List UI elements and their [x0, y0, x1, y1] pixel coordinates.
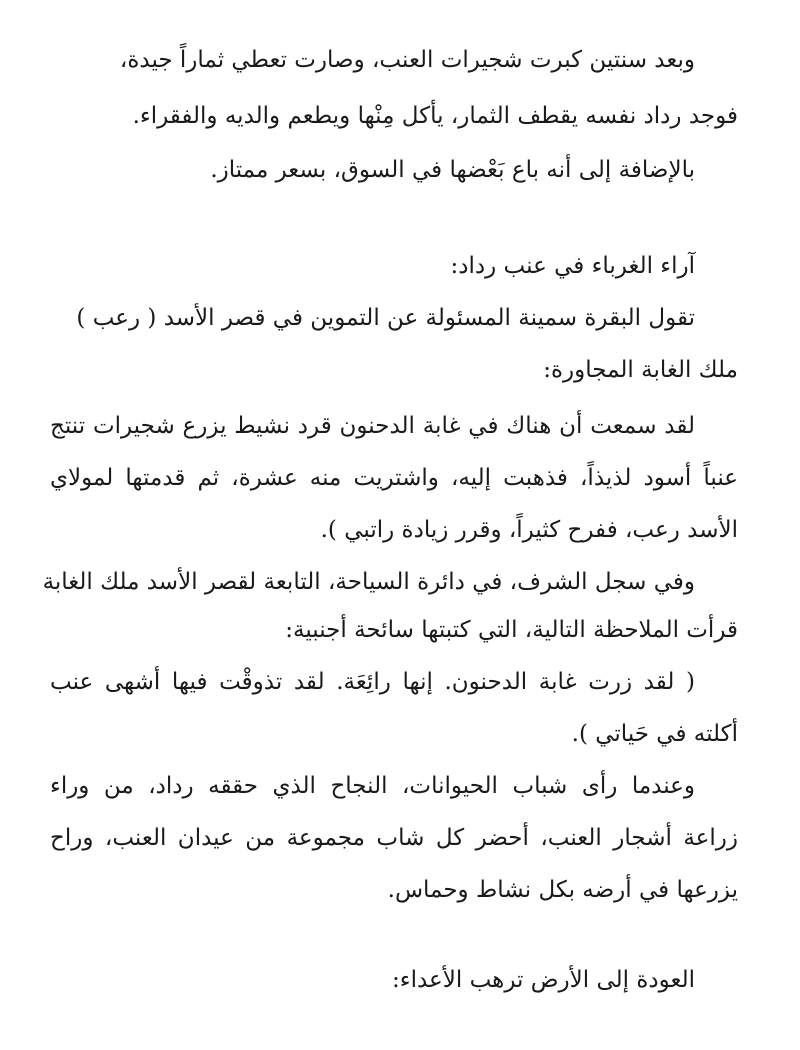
quote-line: أكلته في حَياتي ). — [571, 721, 738, 747]
paragraph-line: فوجد رداد نفسه يقطف الثمار، يأكل مِنْها ويطعم والديه والفقراء. — [132, 103, 738, 129]
paragraph-line: بالإضافة إلى أنه باع بَعْضها في السوق، بسعر ممتاز. — [210, 157, 695, 183]
quote-line: ( لقد زرت غابة الدحنون. إنها رائِعَة. لقد تذوقْت فيها أشهى عنب — [50, 669, 695, 695]
paragraph-line: ملك الغابة المجاورة: — [543, 357, 738, 383]
paragraph-line: يزرعها في أرضه بكل نشاط وحماس. — [387, 877, 738, 903]
paragraph-line: وفي سجل الشرف، في دائرة السياحة، التابعة لقصر الأسد ملك الغابة — [42, 569, 695, 595]
paragraph-line: عنباً أسود لذيذاً، فذهبت إليه، واشتريت منه عشرة، ثم قدمتها لمولاي — [50, 465, 738, 491]
paragraph-line: قرأت الملاحظة التالية، التي كتبتها سائحة أجنبية: — [285, 617, 738, 643]
paragraph-line: لقد سمعت أن هناك في غابة الدحنون قرد نشيط يزرع شجيرات تنتج — [50, 413, 695, 439]
section-heading: العودة إلى الأرض ترهب الأعداء: — [392, 967, 695, 993]
section-heading: آراء الغرباء في عنب رداد: — [450, 253, 695, 279]
paragraph-line: وعندما رأى شباب الحيوانات، النجاح الذي حققه رداد، من وراء — [50, 773, 695, 799]
paragraph-line: وبعد سنتين كبرت شجيرات العنب، وصارت تعطي ثماراً جيدة، — [119, 47, 695, 73]
paragraph-line: الأسد رعب، ففرح كثيراً، وقرر زيادة راتبي ). — [320, 517, 738, 543]
paragraph-line: زراعة أشجار العنب، أحضر كل شاب مجموعة من عيدان العنب، وراح — [50, 825, 738, 851]
paragraph-line: تقول البقرة سمينة المسئولة عن التموين في قصر الأسد ( رعب ) — [76, 305, 695, 331]
